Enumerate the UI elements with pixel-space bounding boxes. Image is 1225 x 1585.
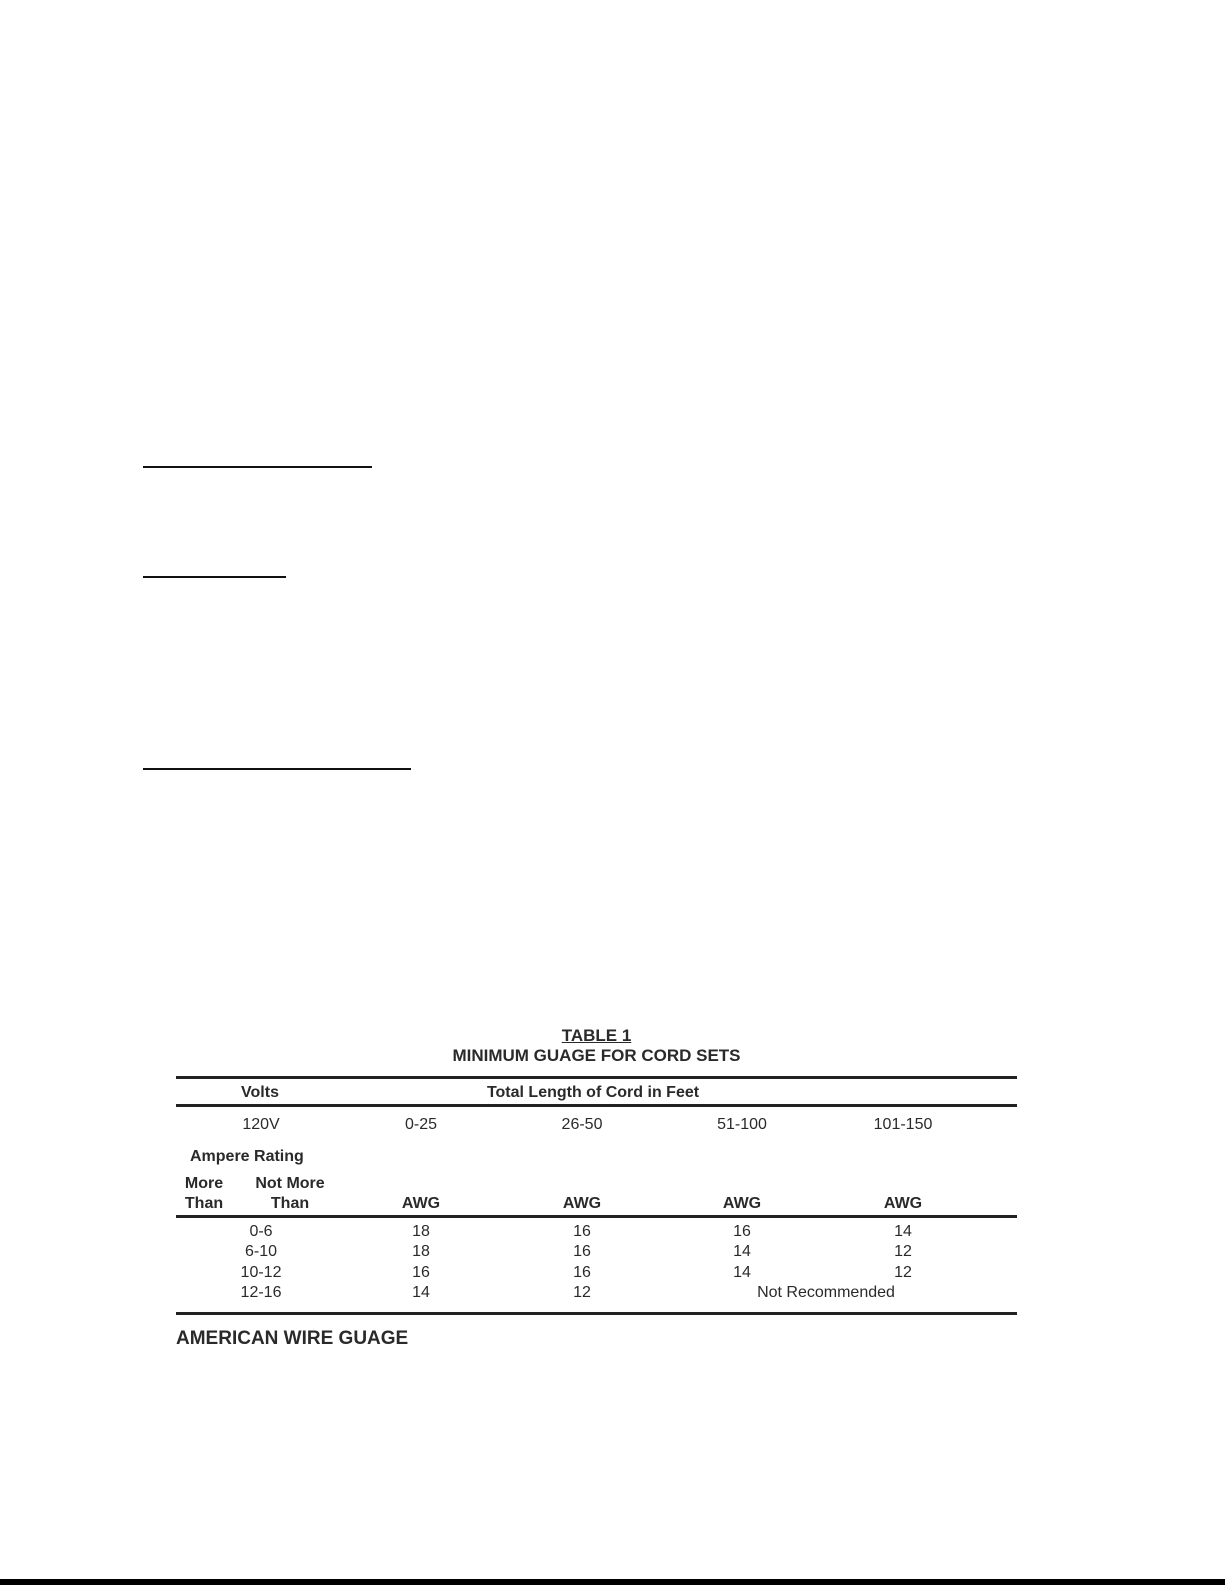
table-cell: 12 <box>894 1243 912 1260</box>
length-0-25: 0-25 <box>404 1116 438 1133</box>
table-cell: 16 <box>573 1223 591 1240</box>
table-top-rule <box>176 1076 1017 1079</box>
table-cell: 18 <box>412 1243 430 1260</box>
table-cell: 16 <box>412 1264 430 1281</box>
table-bottom-rule <box>176 1312 1017 1315</box>
table-cell: 12 <box>573 1284 591 1301</box>
length-51-100: 51-100 <box>717 1116 767 1133</box>
table-cell: 14 <box>412 1284 430 1301</box>
table-cell: 18 <box>412 1223 430 1240</box>
table-subtitle: MINIMUM GUAGE FOR CORD SETS <box>452 1046 741 1065</box>
length-header: Total Length of Cord in Feet <box>486 1084 700 1101</box>
column-header-rule <box>176 1215 1017 1218</box>
not-more-than-label-line2: Than <box>270 1195 310 1212</box>
voltage-value: 120V <box>242 1116 280 1133</box>
table-cell: 16 <box>733 1223 751 1240</box>
table-cell: 14 <box>733 1264 751 1281</box>
table-footer: AMERICAN WIRE GUAGE <box>176 1328 409 1349</box>
more-than-label-line2: Than <box>184 1195 224 1212</box>
table-cell: 14 <box>894 1223 912 1240</box>
table-cell: 16 <box>573 1264 591 1281</box>
table-cell: 12 <box>894 1264 912 1281</box>
more-than-label-line1: More <box>184 1175 224 1192</box>
not-recommended-note: Not Recommended <box>757 1284 895 1301</box>
table-cell: 14 <box>733 1243 751 1260</box>
awg-label-26-50: AWG <box>562 1195 602 1212</box>
length-101-150: 101-150 <box>873 1116 933 1133</box>
table-row-amps: 12-16 <box>240 1284 282 1301</box>
header-rule <box>176 1104 1017 1107</box>
awg-label-51-100: AWG <box>722 1195 762 1212</box>
table-row-amps: 0-6 <box>249 1223 273 1240</box>
table-row-amps: 6-10 <box>244 1243 278 1260</box>
section-heading-underline-2 <box>143 576 286 578</box>
awg-label-101-150: AWG <box>883 1195 923 1212</box>
cord-gauge-table <box>176 1026 1017 1349</box>
page-bottom-border <box>0 1579 1225 1585</box>
table-title: TABLE 1 <box>561 1026 632 1045</box>
awg-label-0-25: AWG <box>401 1195 441 1212</box>
volts-header: Volts <box>241 1084 279 1101</box>
table-cell: 16 <box>573 1243 591 1260</box>
section-heading-underline-1 <box>143 466 372 468</box>
length-26-50: 26-50 <box>561 1116 603 1133</box>
not-more-than-label-line1: Not More <box>255 1175 325 1192</box>
ampere-rating-label: Ampere Rating <box>190 1148 304 1165</box>
section-heading-underline-3 <box>143 768 411 770</box>
table-row-amps: 10-12 <box>240 1264 282 1281</box>
